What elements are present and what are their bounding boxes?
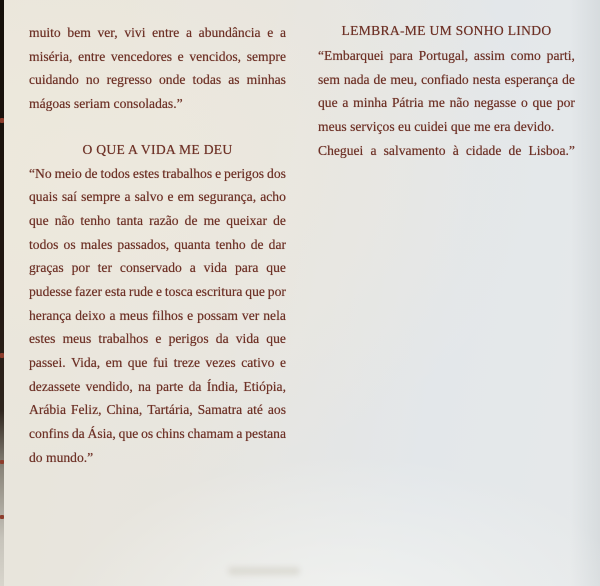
paragraph-body [29,162,286,470]
section-heading-o-que-a-vida-me-deu: O QUE A VIDA ME DEU [82,141,233,157]
text-line: miséria, entre vencedores e vencidos, sempre [29,48,286,64]
text-line: do mundo.” [29,450,94,465]
spine-ink-mark [0,353,4,358]
text-line: herança deixo a meus filhos e possam ver nela [29,307,286,323]
text-line: meus serviços eu cuidei que me era devido. [318,119,555,135]
text-line: “Embarquei para Portugal, assim como parti, [318,47,575,63]
paragraph-continuation [29,21,286,116]
text-line: que não tenho tanta razão de me queixar de [29,212,286,228]
binding-spine-edge [0,0,4,586]
text-line: dezassete vendido, na parte da Índia, Etiópia, [29,378,286,394]
right-text-column [318,21,575,162]
spine-ink-mark [0,118,4,123]
section-heading-lembra-me-um-sonho-lindo: LEMBRA-ME UM SONHO LINDO [341,23,552,38]
text-line: quais saí sempre a salvo e em segurança, acho [29,189,286,205]
text-line: Cheguei a salvamento à cidade de Lisboa.” [318,142,575,158]
text-line: Arábia Feliz, China, Tartária, Samatra até aos [29,402,286,418]
spine-ink-mark [0,460,4,464]
text-line: muito bem ver, vivi entre a abundância e a [29,24,286,40]
left-text-column [29,21,286,470]
text-line: todos os males passados, quanta tenho de dar [29,236,286,252]
text-line: confins da Ásia, que os chins chamam a pestana [29,426,286,442]
text-line: sem nada de meu, confiado nesta esperança de [318,71,575,87]
paragraph-body [318,44,575,162]
text-line: mágoas seriam consoladas.” [29,96,183,112]
print-bleed-smudge [228,567,300,575]
text-line: passei. Vida, em que fui treze vezes cativo e [29,355,286,371]
text-line: cuidando no regresso onde todas as minhas [29,72,286,88]
text-line: estes meus trabalhos e perigos da vida que [29,331,286,347]
text-line: que a minha Pátria me não negasse o que por [318,95,575,111]
spine-ink-mark [0,515,4,519]
text-line: “No meio de todos estes trabalhos e perigos dos [29,165,286,181]
text-line: graças por ter conservado a vida para que [29,260,286,276]
text-line: pudesse fazer esta rude e tosca escritura que por [29,284,286,300]
